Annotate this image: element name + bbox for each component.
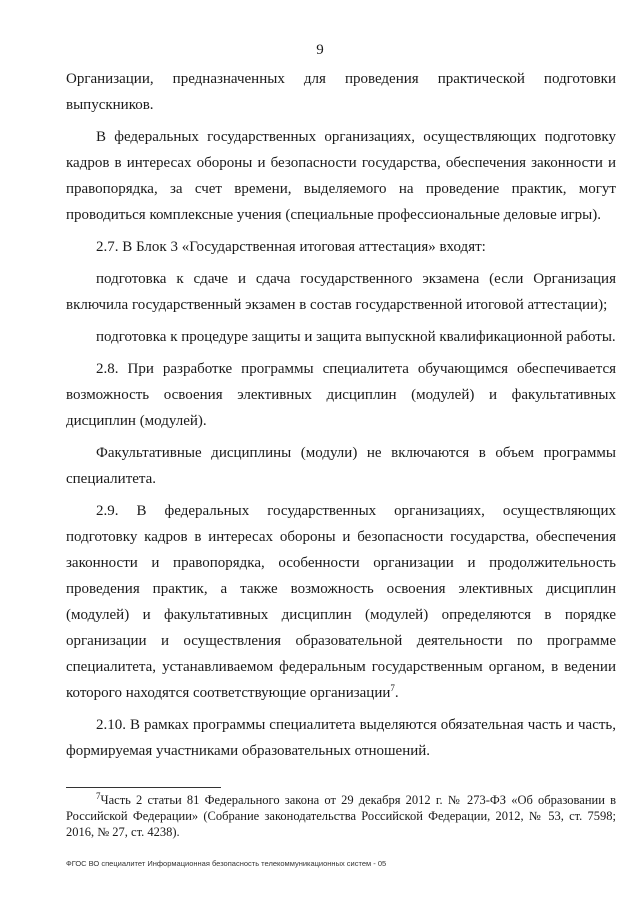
page-number: 9: [316, 42, 324, 58]
paragraph-state-exam: подготовка к сдаче и сдача государственного экзамена (если Организация включила государственный экзамен в состав государственной итоговой аттестации);: [66, 271, 616, 313]
footnote: [66, 792, 616, 840]
footnote-separator: [66, 787, 221, 788]
paragraph-optional-disciplines: Факультативные дисциплины (модули) не включаются в объем программы специалитета.: [66, 445, 616, 487]
footnote-reference[interactable]: 7: [390, 683, 395, 693]
paragraph-federal-organizations: В федеральных государственных организациях, осуществляющих подготовку кадров в интересах обороны и безопасности государства, обеспечения законности и правопорядка, за счет времени, выделяемого на проведение практик, могут проводиться комплексные учения (специальные профессиональные деловые игры).: [66, 129, 616, 223]
document-body: [66, 66, 616, 770]
footnote-text: Часть 2 статьи 81 Федерального закона от 29 декабря 2012 г. № 273-ФЗ «Об образовании в Российской Федерации» (Собрание законодательства Российской Федерации, 2012, № 53, ст. 7598; 2016, № 27, ст. 4238).: [66, 793, 616, 839]
paragraph-2-9: [66, 498, 616, 706]
paragraph-thesis-defense: подготовка к процедуре защиты и защита выпускной квалификационной работы.: [96, 329, 616, 345]
paragraph-2-8: 2.8. При разработке программы специалитета обучающимся обеспечивается возможность освоения элективных дисциплин (модулей) и факультативных дисциплин (модулей).: [66, 361, 616, 429]
footnote-marker: 7: [96, 790, 101, 801]
paragraph-2-10: 2.10. В рамках программы специалитета выделяются обязательная часть и часть, формируемая участниками образовательных отношений.: [66, 717, 616, 759]
paragraph-2-9-text: 2.9. В федеральных государственных организациях, осуществляющих подготовку кадров в интересах обороны и безопасности государства, обеспечения законности и правопорядка, особенности организации и продолжительность проведения практик, а также возможность освоения элективных дисциплин (модулей) и факультативных дисциплин (модулей) определяются в порядке организации и осуществления образовательной деятельности по программе специалитета, устанавливаемом федеральным государственным органом, в ведении которого находятся соответствующие организации: [66, 503, 616, 701]
page-footer: ФГОС ВО специалитет Информационная безопасность телекоммуникационных систем - 05: [66, 859, 387, 868]
paragraph-2-9-tail: .: [394, 685, 399, 701]
paragraph-2-7: 2.7. В Блок 3 «Государственная итоговая аттестация» входят:: [96, 239, 486, 255]
paragraph-organization-continuation: Организации, предназначенных для проведения практической подготовки выпускников.: [66, 71, 616, 113]
